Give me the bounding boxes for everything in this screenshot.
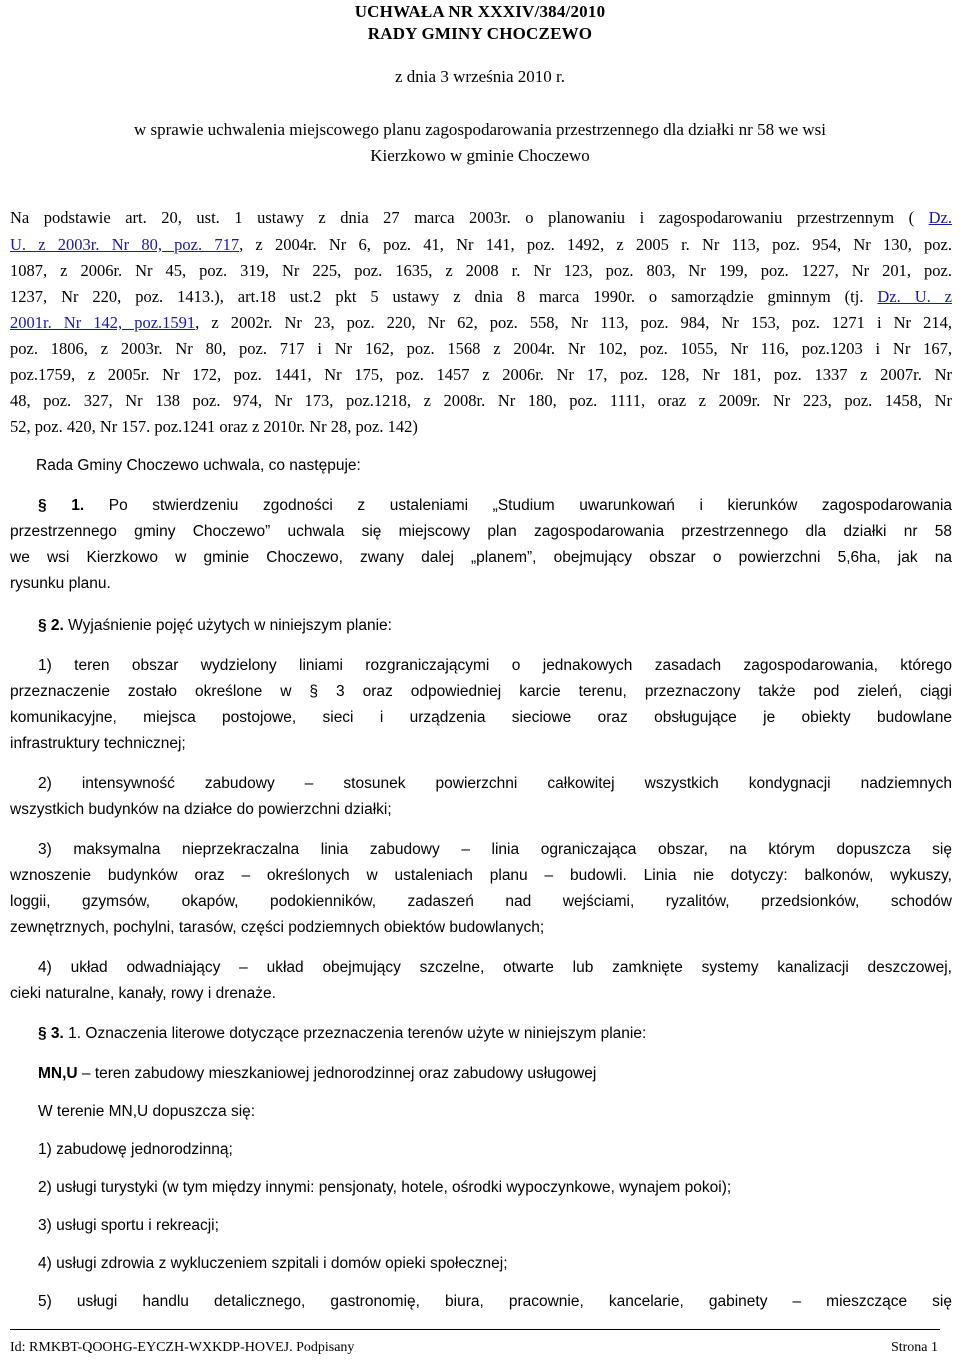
paragraph-1-line: rysunku planu. [10,575,111,592]
definition-line: komunikacyjne, miejsca postojowe, sieci i urządzenia sieciowe oraz obsługujące je obiekty budowlane [10,709,952,726]
definition-line: 1) teren obszar wydzielony liniami rozgraniczającymi o jednakowych zasadach zagospodarowania, którego [38,657,952,674]
allowed-use-item: 2) usługi turystyki (w tym między innymi: pensjonaty, hotele, ośrodki wypoczynkowe, wynajem pokoi); [38,1179,732,1196]
legal-reference-link[interactable]: U. z 2003r. Nr 80, poz. 717 [10,235,240,254]
definition-line: przeznaczenie zostało określone w § 3 oraz odpowiedniej karcie terenu, przeznaczony także pod zieleń, ciągi [10,683,952,700]
paragraph-number: § 3. [38,1025,64,1042]
footer-divider [10,1329,940,1330]
basis-text: , z 2002r. Nr 23, poz. 220, Nr 62, poz. 558, Nr 113, poz. 984, Nr 153, poz. 1271 i Nr 214, [195,313,952,332]
legal-reference-link[interactable]: 2001r. Nr 142, poz.1591 [10,313,196,332]
definition-line: loggii, gzymsów, okapów, podokienników, zadaszeń nad wejściami, ryzalitów, przedsionków, schodów [10,893,952,910]
document-id: Id: RMKBT-QOOHG-EYCZH-WXKDP-HOVEJ. Podpisany [10,1340,355,1355]
allowed-use-item: 1) zabudowę jednorodzinną; [38,1141,233,1158]
paragraph-text: 1. Oznaczenia literowe dotyczące przeznaczenia terenów użyte w niniejszym planie: [68,1025,647,1042]
allowed-use-item: 4) usługi zdrowia z wykluczeniem szpitali i domów opieki społecznej; [38,1255,508,1272]
basis-line: poz. 1806, z 2003r. Nr 80, poz. 717 i Nr 162, poz. 1568 z 2004r. Nr 102, poz. 1055, Nr 116, poz.1203 i Nr 167, [10,339,952,358]
allowed-use-item: 5) usługi handlu detalicznego, gastronomię, biura, pracownie, kancelarie, gabinety – mieszczące się [38,1293,952,1310]
basis-line: 1087, z 2006r. Nr 45, poz. 319, Nr 225, poz. 1635, z 2008 r. Nr 123, poz. 803, Nr 199, poz. 1227, Nr 201, poz. [10,261,952,280]
basis-line: poz.1759, z 2005r. Nr 172, poz. 1441, Nr 175, poz. 1457 z 2006r. Nr 17, poz. 128, Nr 181, poz. 1337 z 2007r. Nr [10,365,952,384]
paragraph-1-line: przestrzennego gminy Choczewo” uchwala się miejscowy plan zagospodarowania przestrzennego dla działki nr 58 [10,523,952,540]
paragraph-number: § 2. [38,617,64,634]
resolution-number: UCHWAŁA NR XXXIV/384/2010 [354,2,606,21]
paragraph-1-line: we wsi Kierzkowo w gminie Choczewo, zwany dalej „planem”, obejmujący obszar o powierzchni 5,6ha, jak na [10,549,952,566]
paragraph-text: Wyjaśnienie pojęć użytych w niniejszym planie: [68,617,392,634]
zone-text: – teren zabudowy mieszkaniowej jednorodzinnej oraz zabudowy usługowej [77,1065,597,1082]
basis-text: Na podstawie art. 20, ust. 1 ustawy z dnia 27 marca 2003r. o planowaniu i zagospodarowaniu przestrzennym ( [10,208,929,227]
zone-allowance-intro: W terenie MN,U dopuszcza się: [38,1103,256,1120]
zone-code: MN,U [38,1065,78,1082]
definition-line: 3) maksymalna nieprzekraczalna linia zabudowy – linia ograniczająca obszar, na którym dopuszcza się [38,841,952,858]
definition-line: wszystkich budynków na działce do powierzchni działki; [10,801,392,818]
subject-line-2: Kierzkowo w gminie Choczewo [370,146,590,165]
council-name: RADY GMINY CHOCZEWO [367,24,593,43]
allowed-use-item: 3) usługi sportu i rekreacji; [38,1217,219,1234]
paragraph-text: Po stwierdzeniu zgodności z ustaleniami „Studium uwarunkowań i kierunków zagospodarowania [108,497,953,514]
legal-reference-link[interactable]: Dz. U. z [877,287,952,306]
definition-line: cieki naturalne, kanały, rowy i drenaże. [10,985,276,1002]
definition-line: infrastruktury technicznej; [10,735,186,752]
basis-text: 1237, Nr 220, poz. 1413.), art.18 ust.2 pkt 5 ustawy z dnia 8 marca 1990r. o samorządzie gminnym (tj. [10,287,878,306]
basis-line: 48, poz. 327, Nr 138 poz. 974, Nr 173, poz.1218, z 2008r. Nr 180, poz. 1111, oraz z 2009r. Nr 223, poz. 1458, Nr [10,391,952,410]
resolution-date: z dnia 3 września 2010 r. [395,67,565,86]
basis-text: , z 2004r. Nr 6, poz. 41, Nr 141, poz. 1492, z 2005 r. Nr 113, poz. 954, Nr 130, poz. [239,235,952,254]
basis-line: 52, poz. 420, Nr 157. poz.1241 oraz z 2010r. Nr 28, poz. 142) [10,417,418,436]
definition-line: 2) intensywność zabudowy – stosunek powierzchni całkowitej wszystkich kondygnacji nadziemnych [38,775,952,792]
definition-line: wznoszenie budynków oraz – określonych w ustaleniach planu – budowli. Linia nie dotyczy: balkonów, wykuszy, [10,867,952,884]
subject-line-1: w sprawie uchwalenia miejscowego planu zagospodarowania przestrzennego dla działki nr 58 we wsi [133,120,827,139]
paragraph-number: § 1. [38,497,85,514]
definition-line: 4) układ odwadniający – układ obejmujący szczelne, otwarte lub zamknięte systemy kanalizacji deszczowej, [38,959,952,976]
resolves-statement: Rada Gminy Choczewo uchwala, co następuje: [36,457,361,474]
legal-reference-link[interactable]: Dz. [928,208,952,227]
page-number: Strona 1 [890,1340,938,1355]
definition-line: zewnętrznych, pochylni, tarasów, części podziemnych obiektów budowlanych; [10,919,545,936]
